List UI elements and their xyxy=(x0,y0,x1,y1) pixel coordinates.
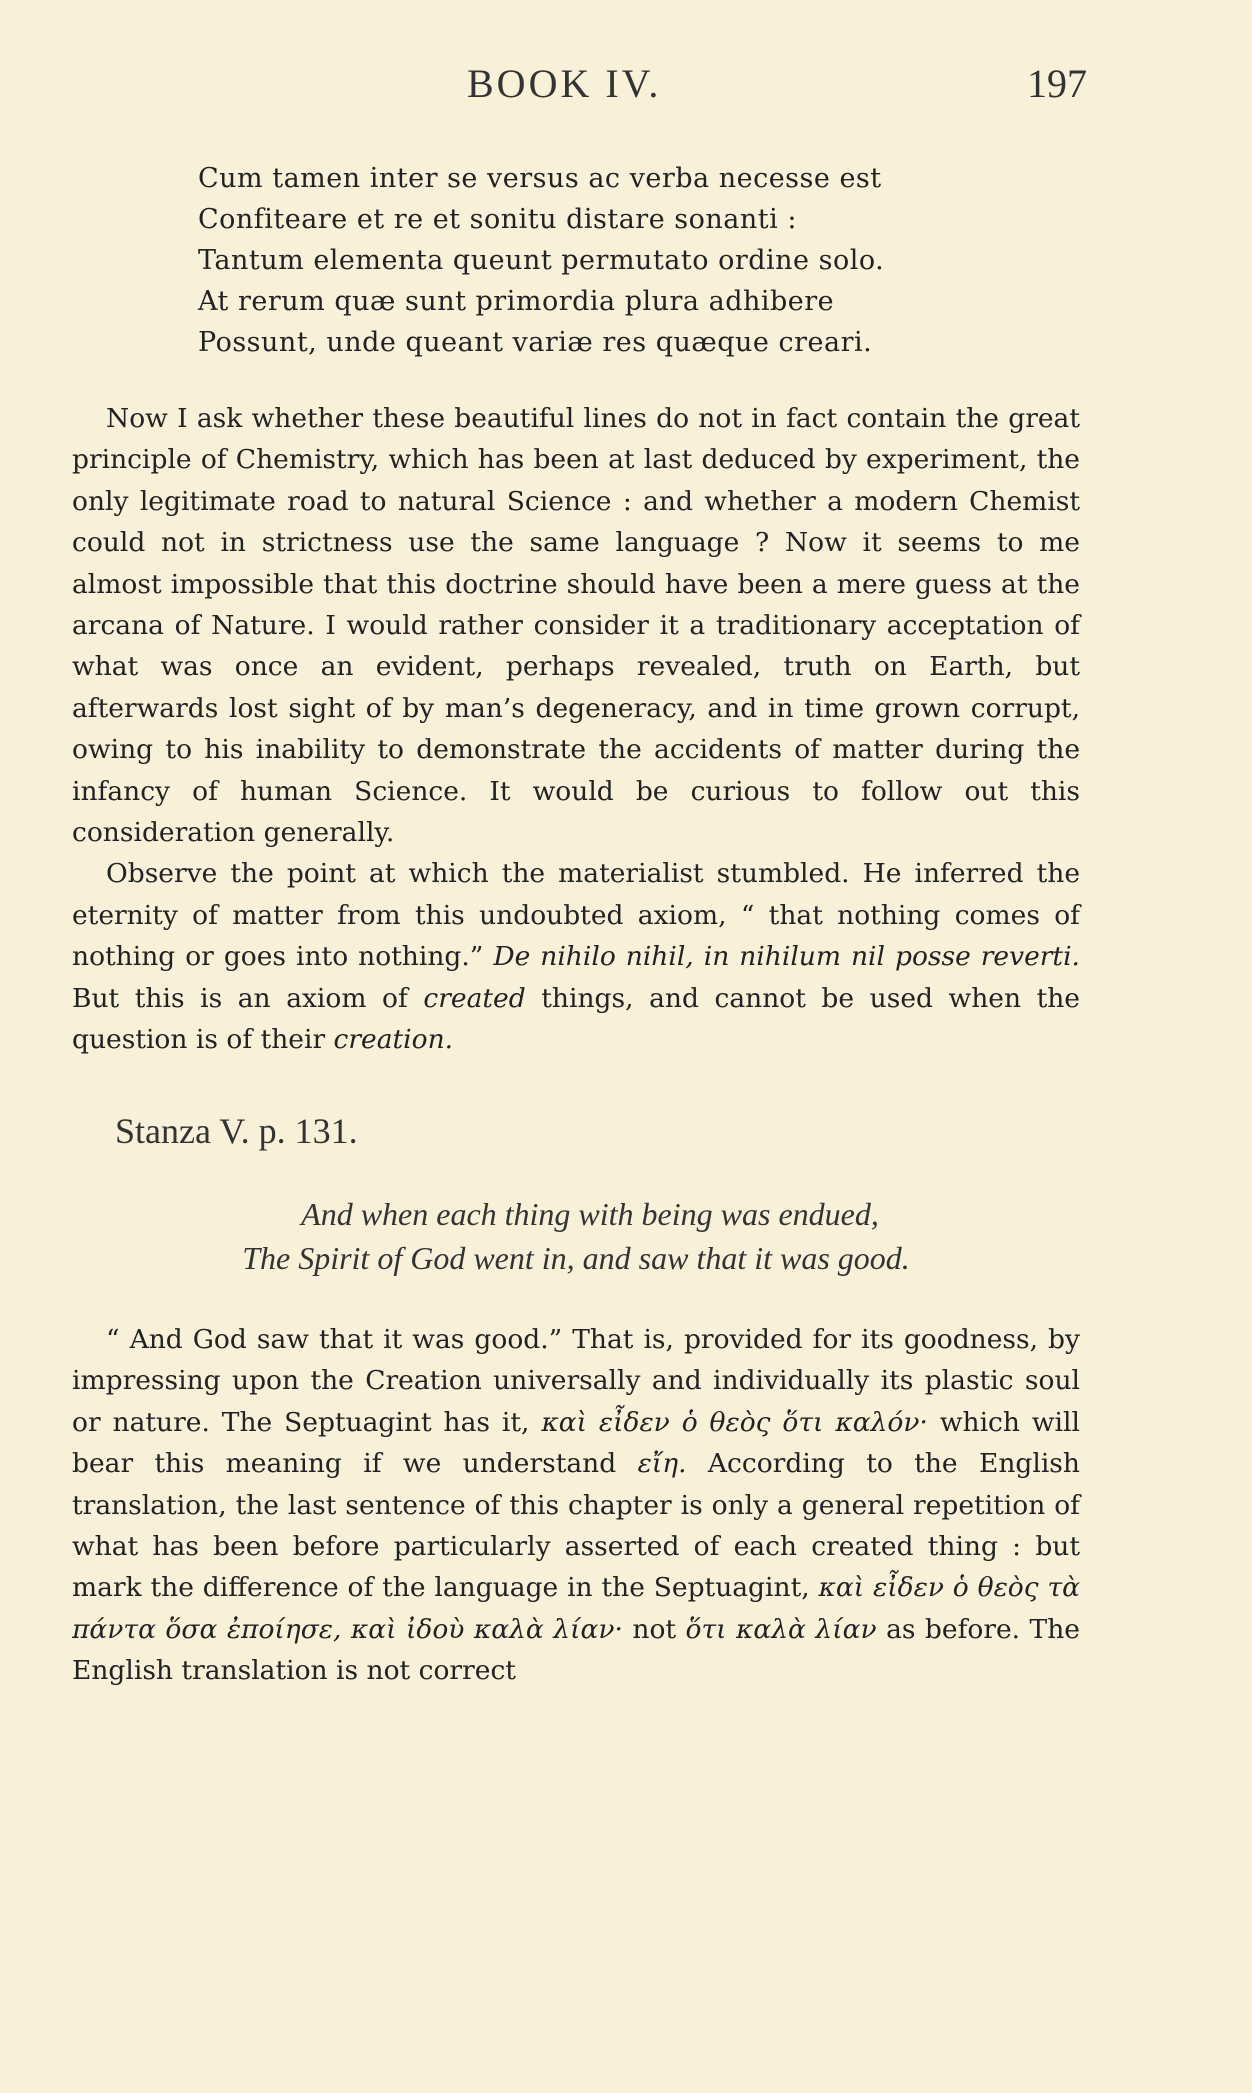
latin-quote: De nihilo nihil, in nihilum nil posse reverti. xyxy=(493,941,1080,973)
running-head xyxy=(72,60,1087,110)
couplet-line: And when each thing with being was endued, xyxy=(301,1196,879,1232)
page-number: 197 xyxy=(1027,61,1087,106)
greek-quote: ὅτι καλὰ λίαν xyxy=(685,1613,877,1645)
paragraph: Now I ask whether these beautiful lines do not in fact contain the great principle of Chemistry, which has been at last deduced by experiment, the only legitimate road to natural Science : and whether a modern Chemist could not in strictness use the same language ? Now it seems to me almost impossible that this doctrine should have been a mere guess at the arcana of Nature. I would rather consider it a traditionary acceptation of what was once an evident, perhaps revealed, truth on Earth, but afterwards lost sight of by man’s degeneracy, and in time grown corrupt, owing to his inability to demonstrate the accidents of matter during the infancy of human Science. It would be curious to follow out this consideration generally. xyxy=(72,403,1080,849)
verse-line: Cum tamen inter se versus ac verba necesse est xyxy=(198,163,882,194)
commentary-paragraphs xyxy=(72,398,1080,1061)
greek-quote: καὶ εἶδεν ὁ θεὸς τὰ πάντα ὅσα ἐποίησε, καὶ ἰδοὺ καλὰ λίαν· xyxy=(72,1572,1080,1645)
paragraph: Observe the point at which the materialist stumbled. He inferred the eternity of matter from this undoubted axiom, “ that nothing comes of nothing or goes into nothing.” De nihilo nihil, in nihilum nil posse reverti. But this is an axiom of created things, and cannot be used when the question is of their creation. xyxy=(72,858,1080,1056)
book-title: BOOK IV. xyxy=(467,61,662,106)
verse-line: Confiteare et re et sonitu distare sonanti : xyxy=(198,204,797,235)
emphasis: creation. xyxy=(333,1024,454,1056)
latin-verse xyxy=(198,158,884,363)
stanza-couplet xyxy=(72,1192,1080,1280)
greek-quote: καὶ εἶδεν ὁ θεὸς ὅτι καλόν· xyxy=(541,1406,928,1438)
verse-line: Possunt, unde queant variæ res quæque creari. xyxy=(198,327,873,358)
verse-line: At rerum quæ sunt primordia plura adhibere xyxy=(198,286,835,317)
emphasis: created xyxy=(423,982,526,1014)
verse-line: Tantum elementa queunt permutato ordine solo. xyxy=(198,245,885,276)
couplet-line: The Spirit of God went in, and saw that it was good. xyxy=(242,1240,910,1276)
commentary-paragraph-2 xyxy=(72,1319,1080,1692)
greek-word: εἴη. xyxy=(637,1448,687,1480)
stanza-heading: Stanza V. p. 131. xyxy=(115,1111,358,1151)
paragraph: “ And God saw that it was good.” That is, provided for its goodness, by impressing upon the Creation universally and individually its plastic soul or nature. The Septuagint has it, καὶ εἶδεν ὁ θεὸς ὅτι καλόν· which will bear this meaning if we understand εἴη. According to the English translation, the last sentence of this chapter is only a general repetition of what has been before particularly asserted of each created thing : but mark the difference of the language in the Septuagint, καὶ εἶδεν ὁ θεὸς τὰ πάντα ὅσα ἐποίησε, καὶ ἰδοὺ καλὰ λίαν· not ὅτι καλὰ λίαν as before. The English translation is not correct xyxy=(72,1324,1080,1687)
